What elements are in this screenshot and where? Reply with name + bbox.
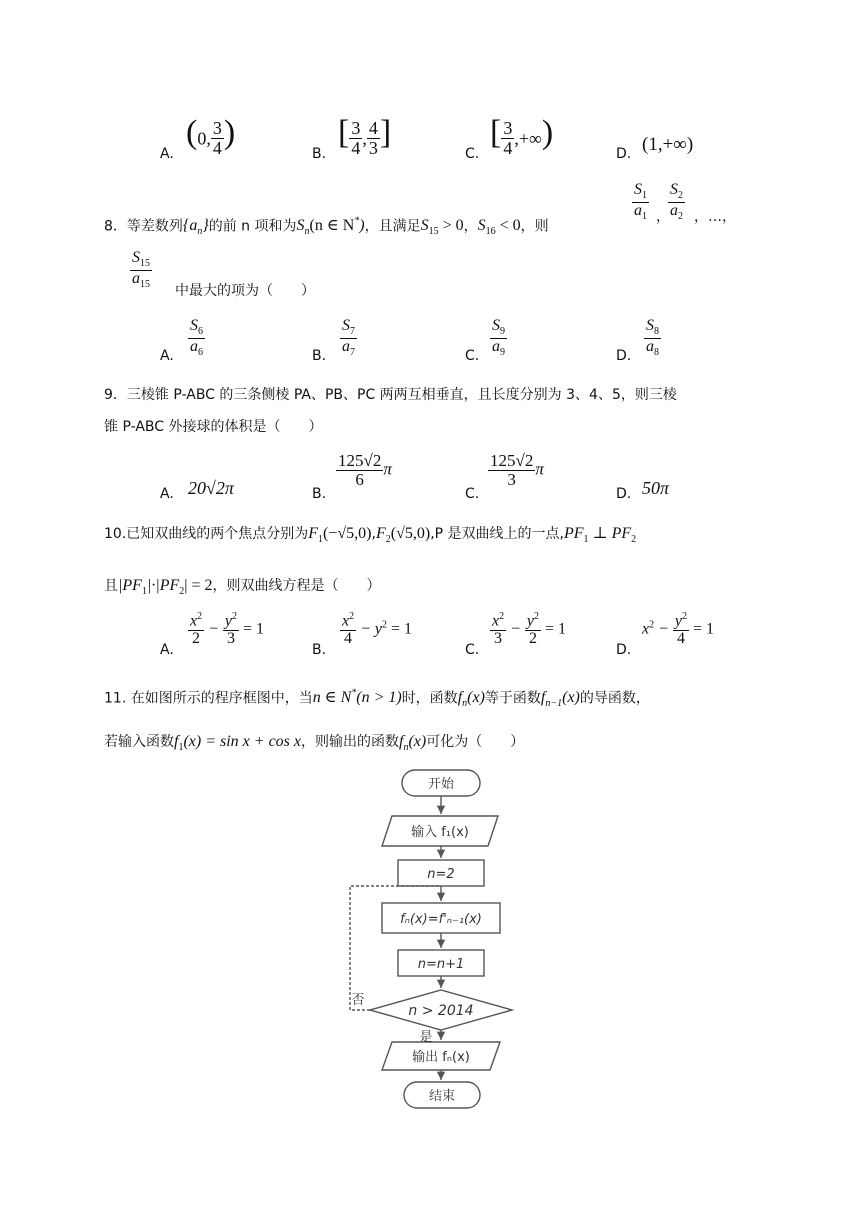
- q9-option-c: $\frac{125√2}{3}$ π: [490, 451, 544, 489]
- flow-start-label: 开始: [427, 777, 455, 792]
- q10-option-a-label: A.: [160, 642, 174, 658]
- q7-option-a: (0, $\frac{3}{4}$ ): [186, 114, 236, 159]
- q8-term-s15-a15: $\frac{S_{15}}{a_{15}}$: [132, 249, 150, 290]
- q9-option-c-label: C.: [465, 486, 480, 502]
- q9-line1: 9．三棱锥 P-ABC 的三条侧棱 PA、PB、PC 两两互相垂直，且长度分别为 3、4、5，则三棱: [104, 387, 677, 403]
- flow-end-label: 结束: [428, 1089, 456, 1104]
- program-flowchart: [340, 762, 520, 1122]
- q9-option-d: 50π: [642, 478, 670, 498]
- q8-option-a-label: A.: [160, 348, 174, 364]
- q7-option-d-label: D.: [616, 146, 632, 162]
- q7-option-c-label: C.: [465, 146, 480, 162]
- q10-line2: 且$|PF_1|\cdot|PF_2| = 2$，则双曲线方程是（ ）: [104, 577, 381, 598]
- q7-option-c: [ $\frac{3}{4}$ ,+∞): [490, 114, 554, 159]
- q9-option-b-label: B.: [312, 486, 327, 502]
- q8-line2: 中最大的项为（ ）: [175, 283, 315, 299]
- q8-option-d: $\frac{S_8}{a_8}$: [646, 317, 659, 358]
- flow-output-label: 输出 fₙ(x): [412, 1050, 470, 1065]
- q10-line1: 10.已知双曲线的两个焦点分别为$F_1(-√5,0),F_2(√5,0),P$ 是双曲线上的一点$,PF_1$ ⊥ $PF_2$: [104, 525, 637, 546]
- q8-option-b: $\frac{S_7}{a_7}$: [342, 317, 355, 358]
- q10-option-d: $x^2$ − $\frac{y^2}{4}$ = 1: [642, 611, 715, 648]
- q11-line2: 若输入函数$f_1(x) = \sin x + \cos x$，则输出的函数$f_n(x)$可化为（ ）: [104, 733, 525, 754]
- flow-assign-label: fₙ(x)=f'ₙ₋₁(x): [400, 912, 482, 927]
- q9-option-a-label: A.: [160, 486, 174, 502]
- q9-option-a: 20√2π: [188, 478, 234, 498]
- q10-option-d-label: D.: [616, 642, 632, 658]
- q8-option-a: $\frac{S_6}{a_6}$: [190, 317, 203, 358]
- flow-loop-line: [350, 886, 441, 1010]
- q9-option-d-label: D.: [616, 486, 632, 502]
- flow-increment-label: n=n+1: [417, 957, 465, 972]
- q7-option-b-label: B.: [312, 146, 327, 162]
- q8-line1: 8．等差数列$\{a_n\}$的前 n 项和为$S_n(n$ ∈ N*)，且满足$S_{15} > 0$，$S_{16} < 0$，则: [104, 216, 549, 238]
- q10-option-b: $\frac{x^2}{4}$ − $y^2 = 1$: [342, 611, 413, 648]
- flow-init-label: n=2: [427, 867, 455, 882]
- q8-term-s2-a2: $\frac{S_2}{a_2}$: [670, 181, 683, 222]
- q9-option-b: $\frac{125√2}{6}$ π: [338, 451, 392, 489]
- q10-option-c: $\frac{x^2}{3}$ − $\frac{y^2}{2}$ = 1: [492, 611, 567, 648]
- q10-option-a: $\frac{x^2}{2}$ − $\frac{y^2}{3}$ = 1: [190, 611, 265, 648]
- q8-term-s1-a1: $\frac{S_1}{a_1}$: [634, 181, 647, 222]
- flow-input-label: 输入 f₁(x): [411, 825, 469, 840]
- q7-option-d: (1,+∞): [642, 134, 694, 155]
- q8-option-c-label: C.: [465, 348, 480, 364]
- q8-ellipsis: ，…，: [694, 209, 736, 225]
- q7-option-a-label: A.: [160, 146, 174, 162]
- q7-option-b: [ $\frac{3}{4}$ , $\frac{4}{3}$ ]: [338, 114, 392, 159]
- q9-line2: 锥 P-ABC 外接球的体积是（ ）: [104, 419, 323, 435]
- q8-option-b-label: B.: [312, 348, 327, 364]
- q11-line1: 11. 在如图所示的程序框图中，当n ∈ N*(n > 1)时，函数$f_n(x)$等于函数$f_{n-1}(x)$的导函数，: [104, 688, 650, 710]
- q10-option-b-label: B.: [312, 642, 327, 658]
- q10-option-c-label: C.: [465, 642, 480, 658]
- flow-no-label: 否: [351, 993, 365, 1008]
- flow-yes-label: 是: [419, 1030, 433, 1045]
- q8-option-d-label: D.: [616, 348, 632, 364]
- flow-decision-label: n > 2014: [408, 1003, 474, 1019]
- q8-option-c: $\frac{S_9}{a_9}$: [492, 317, 505, 358]
